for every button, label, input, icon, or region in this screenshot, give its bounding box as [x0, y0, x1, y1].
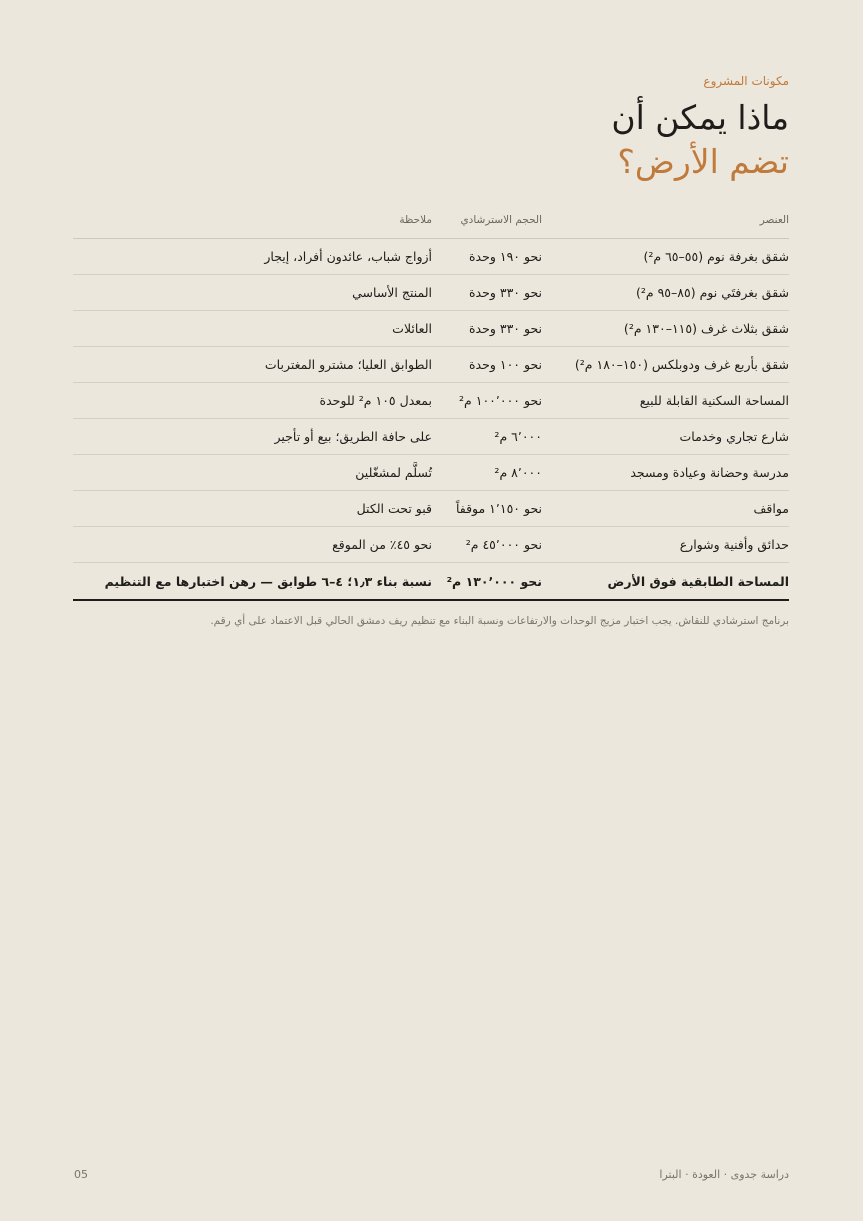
cell-size: نحو ١٠٠٬٠٠٠ م² [459, 393, 542, 408]
table-total-row [73, 563, 789, 601]
cell-note: على حافة الطريق؛ بيع أو تأجير [274, 429, 432, 444]
cell-item: مواقف [753, 501, 789, 516]
table-footnote: برنامج استرشادي للنقاش. يجب اختبار مزيج الوحدات والارتفاعات ونسبة البناء مع تنظيم ريف دمشق الحالي قبل الاعتماد على أي رقم. [210, 615, 789, 627]
cell-size: نحو ١٬١٥٠ موقفاً [455, 501, 542, 516]
table-row [73, 455, 789, 491]
cell-note: نحو ٤٥٪ من الموقع [332, 537, 432, 552]
page-title-line1: ماذا يمكن أن [611, 98, 789, 137]
footer-document-label: دراسة جدوى · العودة · البترا [659, 1168, 789, 1181]
table-row [73, 239, 789, 275]
cell-note: أزواج شباب، عائدون أفراد، إيجار [264, 249, 432, 264]
cell-size: نحو ٤٥٬٠٠٠ م² [465, 537, 542, 552]
table-row [73, 527, 789, 563]
cell-item: شقق بغرفة نوم (٥٥–٦٥ م²) [643, 249, 789, 264]
cell-item: شقق بغرفتَي نوم (٨٥–٩٥ م²) [635, 285, 789, 300]
total-note: نسبة بناء ١٫٣؛ ٤–٦ طوابق — رهن اختبارها مع التنظيم [104, 573, 432, 589]
page-number: 05 [74, 1168, 88, 1181]
cell-note: الطوابق العليا؛ مشترو المغتربات [264, 357, 432, 372]
cell-note: بمعدل ١٠٥ م² للوحدة [319, 393, 432, 408]
total-item: المساحة الطابقية فوق الأرض [607, 573, 789, 589]
cell-size: ٦٬٠٠٠ م² [494, 429, 542, 444]
cell-note: المنتج الأساسي [352, 285, 432, 300]
cell-note: قبو تحت الكتل [356, 501, 432, 516]
cell-note: العائلات [392, 321, 432, 336]
section-eyebrow: مكونات المشروع [703, 74, 789, 88]
cell-item: المساحة السكنية القابلة للبيع [639, 393, 789, 408]
table-row [73, 419, 789, 455]
page-title-line2: تضم الأرض؟ [617, 142, 789, 181]
cell-size: نحو ٣٣٠ وحدة [469, 285, 542, 300]
cell-note: تُسلَّم لمشغّلين [355, 465, 432, 480]
table-row [73, 347, 789, 383]
header-item: العنصر [759, 214, 789, 226]
cell-item: شارع تجاري وخدمات [679, 429, 789, 444]
cell-item: حدائق وأفنية وشوارع [679, 537, 789, 552]
header-note: ملاحظة [399, 214, 432, 226]
cell-item: شقق بثلاث غرف (١١٥–١٣٠ م²) [623, 321, 789, 336]
table-row [73, 383, 789, 419]
components-table [73, 202, 789, 601]
page-title [611, 96, 789, 184]
table-row [73, 275, 789, 311]
header-size: الحجم الاسترشادي [460, 214, 542, 226]
cell-size: نحو ١٩٠ وحدة [469, 249, 542, 264]
cell-item: مدرسة وحضانة وعيادة ومسجد [630, 465, 789, 480]
table-row [73, 491, 789, 527]
total-size: نحو ١٣٠٬٠٠٠ م² [446, 573, 542, 589]
cell-size: نحو ١٠٠ وحدة [469, 357, 542, 372]
table-row [73, 311, 789, 347]
cell-item: شقق بأربع غرف ودوبلكس (١٥٠–١٨٠ م²) [574, 357, 789, 372]
cell-size: ٨٬٠٠٠ م² [494, 465, 542, 480]
table-header [73, 202, 789, 239]
cell-size: نحو ٣٣٠ وحدة [469, 321, 542, 336]
